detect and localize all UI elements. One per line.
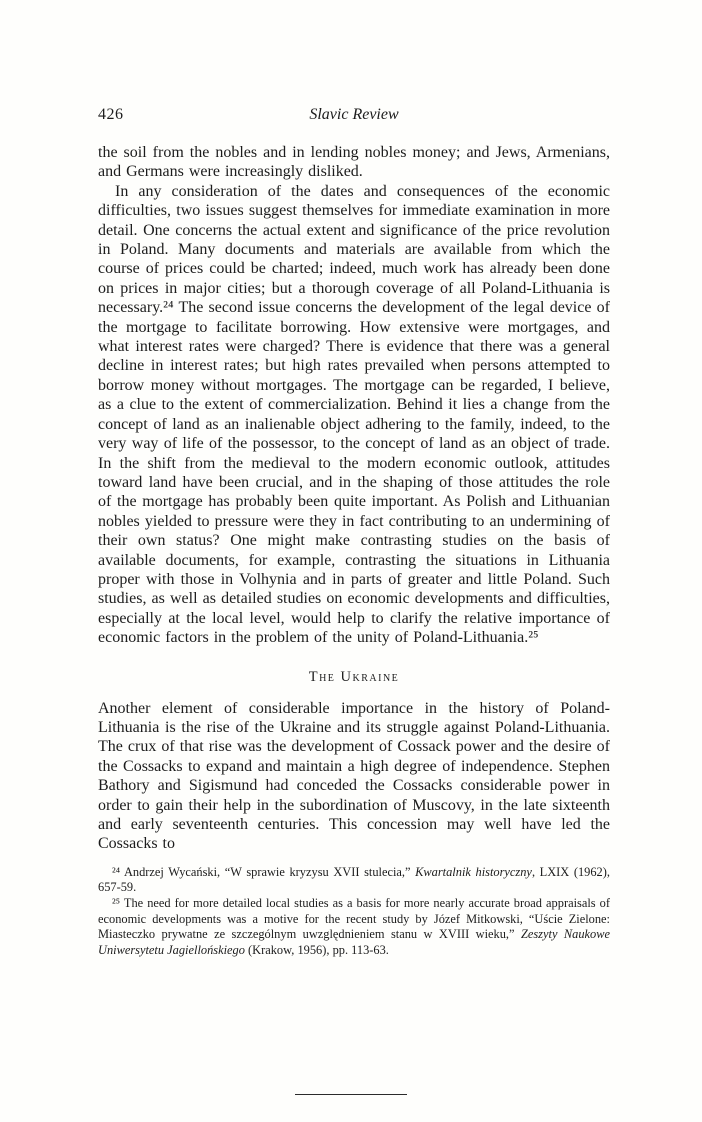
page-header (98, 106, 610, 128)
section-heading-the-ukraine: The Ukraine (308, 668, 400, 685)
footnote-24-text: ²⁴ Andrzej Wycański, “W sprawie kryzysu XVII stulecia,” (112, 864, 416, 879)
paragraph-ukraine: Another element of considerable importance in the history of Poland-Lithuania is the rise of the Ukraine and its struggle against Poland-Lithuania. The crux of that rise was the development of Cossack power and the desire of the Cossacks to expand and maintain a high degree of independence. Stephen Bathory and Sigismund had conceded the Cossacks considerable power in order to gain their help in the subordination of Muscovy, in the late sixteenth and early seventeenth centuries. This concession may well have led the Cossacks to (98, 699, 610, 853)
page-number: 426 (98, 106, 124, 123)
footnote-25 (98, 896, 610, 958)
footnotes (98, 865, 610, 959)
footnote-24-journal-title: Kwartalnik historyczny (415, 864, 532, 879)
bottom-separator-rule (295, 1094, 407, 1095)
footnote-24 (98, 865, 610, 896)
paragraph-economic-issues: In any consideration of the dates and consequences of the economic difficulties, two issues suggest themselves for immediate examination in more detail. One concerns the actual extent and significance of the price revolution in Poland. Many documents and materials are available from which the course of prices could be charted; indeed, much work has already been done on prices in major cities; but a thorough coverage of all Poland-Lithuania is necessary.²⁴ The second issue concerns the development of the legal device of the mortgage to facilitate borrowing. How extensive were mortgages, and what interest rates were charged? There is evidence that there was a general decline in interest rates; but high rates prevailed when persons attempted to borrow money without mortgages. The mortgage can be regarded, I believe, as a clue to the extent of commercialization. Behind it lies a change from the concept of land as an inalienable object adhering to the family, indeed, to the very way of life of the possessor, to the concept of land as an object of trade. In the shift from the medieval to the modern economic outlook, attitudes toward land have been crucial, and in the shaping of those attitudes the role of the mortgage has probably been quite important. As Polish and Lithuanian nobles yielded to pressure were they in fact contributing to an undermining of their own status? One might make contrasting studies on the basis of available documents, for example, contrasting the situations in Lithuania proper with those in Volhynia and in parts of greater and little Poland. Such studies, as well as detailed studies on economic developments and difficulties, especially at the local level, would help to clarify the relative importance of economic factors in the problem of the unity of Poland-Lithuania.²⁵ (98, 182, 610, 647)
paragraph-continuation: the soil from the nobles and in lending nobles money; and Jews, Armenians, and Germans were increasingly disliked. (98, 144, 610, 181)
footnote-25-pages: (Krakow, 1956), pp. 113-63. (244, 942, 389, 957)
footnote-25-journal-title: Zeszyty Naukowe Uniwersytetu Jagiellońskiego (98, 927, 610, 957)
page-body (98, 143, 610, 958)
footnote-24-pages: , LXIX (1962), 657-59. (98, 864, 610, 895)
footnote-25-text: ²⁵ The need for more detailed local studies as a basis for more nearly accurate broad appraisals of economic developments was a motive for the recent study by Józef Mitkowski, “Uście Zielone: Miasteczko prywatne ze szczególnym uwzględnieniem stanu w XVIII wieku,” (98, 896, 610, 942)
journal-title: Slavic Review (309, 106, 399, 123)
